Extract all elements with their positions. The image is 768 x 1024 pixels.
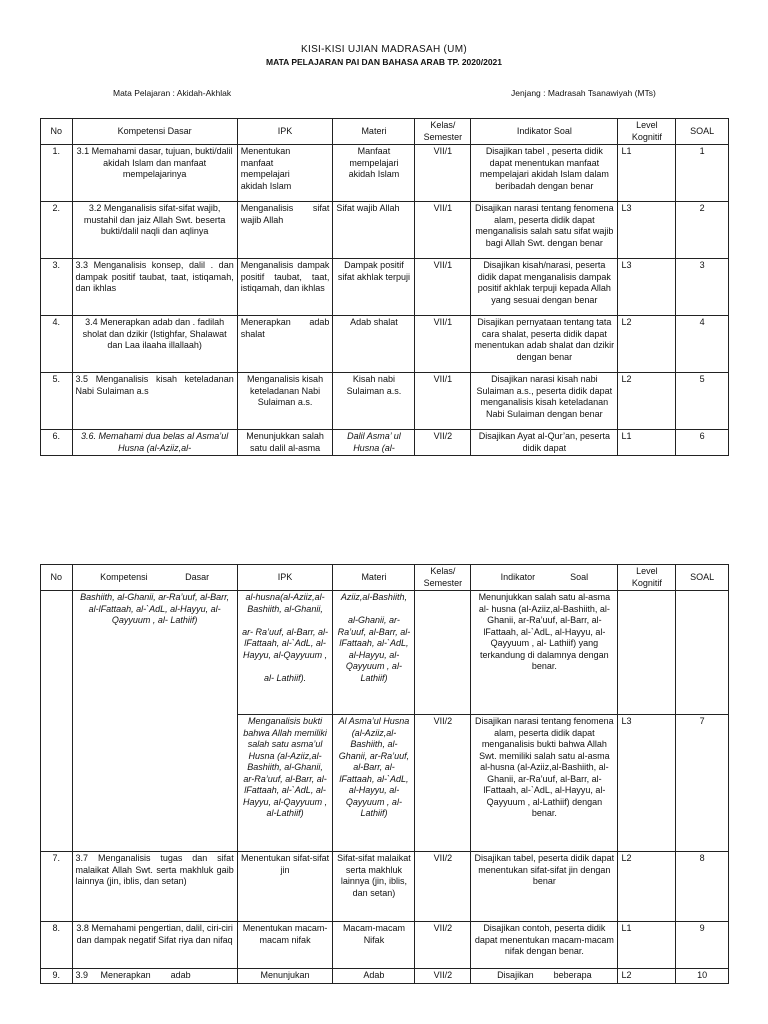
cell-indikator: Disajikan kisah/narasi, peserta didik dapat menganalisis dampak positif akhlak terpuji kepada Allah yang sesuai dengan benar [471, 259, 618, 316]
cell-level: L2 [618, 852, 676, 922]
cell-no [41, 591, 73, 715]
cell-ipk: Menganalisis dampak positif taubat, taat, istiqamah, dan ikhlas [237, 259, 333, 316]
cell-kelas: VII/2 [415, 715, 471, 852]
cell-materi: Sifat-sifat malaikat serta makhluk lainnya (jin, iblis, dan setan) [333, 852, 415, 922]
cell-kd: 3.6. Memahami dua belas al Asma’ul Husna (al-Aziiz,al- [72, 430, 237, 456]
cell-kd [72, 715, 237, 852]
cell-ipk: Menganalisis bukti bahwa Allah memiliki salah satu asma’ul Husna (al-Aziiz,al-Bashiith, al-Ghanii, ar-Ra’uuf, al-Barr, al-lFattaah, al-`AdL, al-Hayyu, al-Qayyuum , al-Lathiif) [237, 715, 333, 852]
cell-level: L2 [618, 969, 676, 984]
table-row [41, 145, 729, 202]
cell-materi: Dampak positif sifat akhlak terpuji [333, 259, 415, 316]
cell-soal: 2 [676, 202, 729, 259]
cell-kd: 3.4 Menerapkan adab dan . fadilah sholat dan dzikir (Istighfar, Shalawat dan Laa ilaaha illallaah) [72, 316, 237, 373]
table-row [41, 715, 729, 852]
cell-kelas: VII/2 [415, 430, 471, 456]
cell-soal: 3 [676, 259, 729, 316]
cell-level: L2 [618, 373, 676, 430]
cell-kelas [415, 591, 471, 715]
cell-indikator: Disajikan tabel, peserta didik dapat menentukan sifat-sifat jin dengan benar [471, 852, 618, 922]
grid-table-1 [40, 118, 729, 456]
cell-kd: 3.1 Memahami dasar, tujuan, bukti/dalil akidah Islam dan manfaat mempelajarinya [72, 145, 237, 202]
cell-ipk: Menerapkan adab shalat [237, 316, 333, 373]
cell-kd: 3.3 Menganalisis konsep, dalil . dan dampak positif taubat, taat, istiqamah, dan ikhlas [72, 259, 237, 316]
table-row [41, 591, 729, 715]
cell-materi: Sifat wajib Allah [333, 202, 415, 259]
col-level: Level Kognitif [618, 565, 676, 591]
cell-ipk: Menganalisis kisah keteladanan Nabi Sulaiman a.s. [237, 373, 333, 430]
cell-soal: 10 [676, 969, 729, 984]
cell-level: L3 [618, 202, 676, 259]
cell-kelas: VII/1 [415, 145, 471, 202]
col-indikator: Indikator Soal [471, 565, 618, 591]
cell-level: L1 [618, 145, 676, 202]
cell-kd: 3.7 Menganalisis tugas dan sifat malaikat Allah Swt. serta makhluk gaib lainnya (jin, iblis, dan setan) [72, 852, 237, 922]
cell-materi: Al Asma’ul Husna (al-Aziiz,al-Bashiith, al-Ghanii, ar-Ra’uuf, al-Barr, al-lFattaah, al-`AdL, al-Hayyu, al-Qayyuum , al-Lathiif) [333, 715, 415, 852]
col-level: Level Kognitif [618, 119, 676, 145]
table-row [41, 259, 729, 316]
col-ipk: IPK [237, 565, 333, 591]
cell-no: 5. [41, 373, 73, 430]
table-row [41, 969, 729, 984]
col-soal: SOAL [676, 119, 729, 145]
cell-no: 4. [41, 316, 73, 373]
cell-kelas: VII/1 [415, 259, 471, 316]
table-row [41, 373, 729, 430]
cell-soal: 9 [676, 922, 729, 969]
cell-level: L2 [618, 316, 676, 373]
cell-kd: Bashiith, al-Ghanii, ar-Ra’uuf, al-Barr, al-lFattaah, al-`AdL, al-Hayyu, al-Qayyuum , al- Lathiif) [72, 591, 237, 715]
cell-indikator: Disajikan contoh, peserta didik dapat menentukan macam-macam nifak dengan benar. [471, 922, 618, 969]
cell-indikator: Disajikan pernyataan tentang tata cara shalat, peserta didik dapat menentukan adab shalat dan dzikir dengan benar [471, 316, 618, 373]
cell-kd: 3.8 Memahami pengertian, dalil, ciri-ciri dan dampak negatif Sifat riya dan nifaq [72, 922, 237, 969]
cell-materi: Kisah nabi Sulaiman a.s. [333, 373, 415, 430]
document-subtitle: MATA PELAJARAN PAI DAN BAHASA ARAB TP. 2020/2021 [266, 57, 502, 67]
table-row [41, 430, 729, 456]
cell-indikator: Disajikan narasi tentang fenomena alam, peserta didik dapat menganalisis bukti bahwa Allah Swt. memiliki salah satu al-asma al-husna (al-Aziiz,al-Bashiith, al- Ghanii, ar-Ra’uuf, al-Barr, al- lFattaah, al-`AdL, al-Hayyu, al-Qayyuum , al-Lathiif) dengan benar. [471, 715, 618, 852]
table-row [41, 852, 729, 922]
cell-level: L3 [618, 259, 676, 316]
cell-kelas: VII/1 [415, 316, 471, 373]
cell-indikator: Disajikan narasi tentang fenomena alam, peserta didik dapat menganalisis salah satu sifat wajib bagi Allah Swt. dengan benar [471, 202, 618, 259]
cell-ipk: al-husna(al-Aziiz,al-Bashiith, al-Ghanii, ar- Ra’uuf, al-Barr, al- lFattaah, al-`AdL, al-Hayyu, al-Qayyuum , al- Lathiif). [237, 591, 333, 715]
grid-table-2 [40, 564, 729, 984]
cell-materi: Dalil Asma’ ul Husna (al- [333, 430, 415, 456]
cell-soal: 4 [676, 316, 729, 373]
col-kelas: Kelas/ Semester [415, 119, 471, 145]
cell-indikator: Menunjukkan salah satu al-asma al- husna (al-Aziiz,al-Bashiith, al-Ghanii, ar-Ra’uuf, al-Barr, al-lFattaah, al-`AdL, al-Hayyu, al-Qayyuum , al- Lathiif) yang terkandung di dalamnya dengan benar. [471, 591, 618, 715]
cell-indikator: Disajikan beberapa [471, 969, 618, 984]
cell-materi: Aziiz,al-Bashiith, al-Ghanii, ar-Ra’uuf, al-Barr, al-lFattaah, al-`AdL, al-Hayyu, al-Qayyuum , al-Lathiif) [333, 591, 415, 715]
cell-kelas: VII/2 [415, 969, 471, 984]
table-row [41, 202, 729, 259]
cell-ipk: Menentukan macam-macam nifak [237, 922, 333, 969]
cell-no: 9. [41, 969, 73, 984]
cell-materi: Macam-macam Nifak [333, 922, 415, 969]
cell-indikator: Disajikan narasi kisah nabi Sulaiman a.s., peserta didik dapat menganalisis kisah keteladanan Nabi Sulaiman dengan benar [471, 373, 618, 430]
col-kd: Kompetensi Dasar [72, 119, 237, 145]
cell-indikator: Disajikan tabel , peserta didik dapat menentukan manfaat mempelajari akidah Islam dalam beribadah dengan benar [471, 145, 618, 202]
cell-soal: 5 [676, 373, 729, 430]
col-indikator: Indikator Soal [471, 119, 618, 145]
cell-kelas: VII/2 [415, 922, 471, 969]
cell-kelas: VII/1 [415, 202, 471, 259]
table-row [41, 922, 729, 969]
cell-ipk: Menganalisis sifat wajib Allah [237, 202, 333, 259]
level-label: Jenjang : Madrasah Tsanawiyah (MTs) [511, 88, 656, 98]
cell-level [618, 591, 676, 715]
cell-level: L1 [618, 430, 676, 456]
cell-level: L3 [618, 715, 676, 852]
cell-no: 7. [41, 852, 73, 922]
cell-no [41, 715, 73, 852]
cell-materi: Adab [333, 969, 415, 984]
cell-soal: 7 [676, 715, 729, 852]
cell-soal: 6 [676, 430, 729, 456]
cell-kd: 3.5 Menganalisis kisah keteladanan Nabi Sulaiman a.s [72, 373, 237, 430]
cell-no: 2. [41, 202, 73, 259]
cell-materi: Manfaat mempelajari akidah Islam [333, 145, 415, 202]
col-soal: SOAL [676, 565, 729, 591]
col-ipk: IPK [237, 119, 333, 145]
cell-level: L1 [618, 922, 676, 969]
cell-kelas: VII/1 [415, 373, 471, 430]
cell-no: 6. [41, 430, 73, 456]
table-row [41, 316, 729, 373]
cell-soal: 8 [676, 852, 729, 922]
cell-no: 8. [41, 922, 73, 969]
cell-ipk: Menunjukan [237, 969, 333, 984]
cell-indikator: Disajikan Ayat al-Qur’an, peserta didik dapat [471, 430, 618, 456]
col-materi: Materi [333, 119, 415, 145]
cell-no: 1. [41, 145, 73, 202]
cell-materi: Adab shalat [333, 316, 415, 373]
cell-ipk: Menentukan sifat-sifat jin [237, 852, 333, 922]
col-no: No [41, 119, 73, 145]
cell-ipk: Menunjukkan salah satu dalil al-asma [237, 430, 333, 456]
col-materi: Materi [333, 565, 415, 591]
col-kelas: Kelas/ Semester [415, 565, 471, 591]
col-no: No [41, 565, 73, 591]
cell-soal: 1 [676, 145, 729, 202]
cell-soal [676, 591, 729, 715]
cell-no: 3. [41, 259, 73, 316]
subject-label: Mata Pelajaran : Akidah-Akhlak [113, 88, 232, 98]
cell-kelas: VII/2 [415, 852, 471, 922]
cell-kd: 3.9 Menerapkan adab [72, 969, 237, 984]
cell-ipk: Menentukan manfaat mempelajari akidah Islam [237, 145, 333, 202]
cell-kd: 3.2 Menganalisis sifat-sifat wajib, mustahil dan jaiz Allah Swt. beserta bukti/dalil naqli dan aqlinya [72, 202, 237, 259]
col-kd: Kompetensi Dasar [72, 565, 237, 591]
document-title: KISI-KISI UJIAN MADRASAH (UM) [301, 44, 467, 55]
